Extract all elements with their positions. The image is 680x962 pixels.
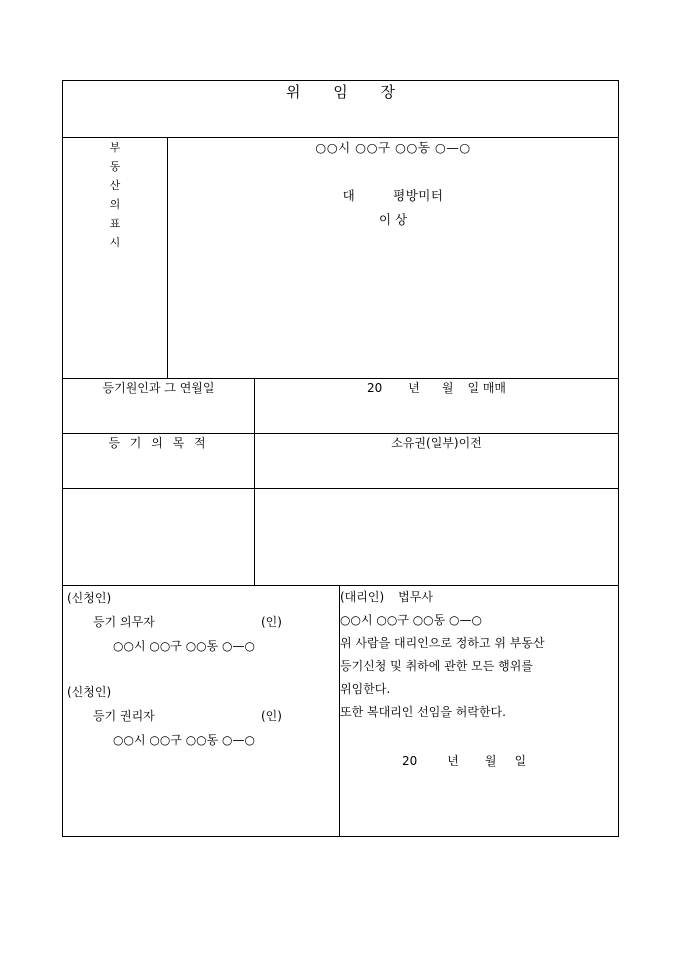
purpose-label (63, 434, 255, 489)
agent-address: ○○시 ○○구 ○○동 ○—○ (340, 613, 482, 627)
title-row (63, 81, 619, 138)
agent-date-day: 일 (514, 754, 527, 768)
purpose-row (63, 434, 619, 489)
applicant-holder-head: (신청인) (67, 685, 112, 699)
applicant-obligor-head: (신청인) (67, 591, 112, 605)
applicant-obligor-role: 등기 의무자 (93, 615, 155, 629)
applicant-obligor-address: ○○시 ○○구 ○○동 ○—○ (113, 639, 255, 653)
agent-label: (대리인) (340, 590, 385, 604)
agent-cell (340, 586, 619, 837)
applicant-holder-seal: (인) (261, 709, 282, 723)
agent-body-line-3: 위임한다. (340, 682, 391, 696)
label-char-1: 부 (109, 141, 121, 154)
applicant-holder-role: 등기 권리자 (93, 709, 155, 723)
agent-body-line-2: 등기신청 및 취하에 관한 모든 행위를 (340, 659, 533, 673)
blank-label (63, 489, 255, 586)
cause-date-month: 월 (441, 381, 454, 395)
agent-date-line (340, 750, 618, 773)
agent-body-line-1: 위 사람을 대리인으로 정하고 위 부동산 (340, 636, 545, 650)
land-type: 대 (342, 188, 356, 203)
applicant-holder (63, 680, 339, 752)
label-char-3: 산 (109, 179, 121, 192)
purpose-label-text: 등 기 의 목 적 (108, 436, 209, 450)
agent-date-prefix: 20 (402, 754, 418, 768)
agent-date-month: 월 (484, 754, 497, 768)
property-label-cell (63, 138, 168, 379)
cause-date-day: 일 매매 (467, 381, 507, 395)
blank-value (255, 489, 619, 586)
agent-body-line-4: 또한 복대리인 선임을 허락한다. (340, 705, 506, 719)
applicants-cell (63, 586, 340, 837)
label-char-2: 동 (109, 160, 121, 173)
property-area-line (168, 186, 618, 204)
cause-row (63, 379, 619, 434)
page-title: 위 임 장 (286, 83, 410, 101)
cause-date-prefix: 20 (366, 381, 383, 395)
signature-row (63, 586, 619, 837)
property-value-cell (168, 138, 619, 379)
property-row (63, 138, 619, 379)
applicant-obligor-role-line (93, 610, 339, 634)
label-char-4: 의 (109, 198, 121, 211)
purpose-value: 소유권(일부)이전 (255, 434, 619, 489)
property-end-line: 이 상 (378, 212, 408, 227)
agent-title-line (340, 586, 618, 609)
applicant-obligor (63, 586, 339, 658)
cause-value (255, 379, 619, 434)
label-char-6: 시 (109, 236, 121, 249)
property-address: ○○시 ○○구 ○○동 ○—○ (315, 140, 471, 155)
applicant-holder-role-line (93, 704, 339, 728)
cause-label: 등기원인과 그 연월일 (63, 379, 255, 434)
label-char-5: 표 (109, 217, 121, 230)
area-unit: 평방미터 (393, 188, 444, 203)
applicant-holder-address: ○○시 ○○구 ○○동 ○—○ (113, 733, 255, 747)
blank-row (63, 489, 619, 586)
agent-type: 법무사 (398, 590, 433, 604)
agent-date-year: 년 (447, 754, 459, 768)
property-label-vertical (110, 138, 121, 252)
delegation-form-table (62, 80, 619, 837)
cause-date-year: 년 (408, 381, 420, 395)
title-cell (63, 81, 619, 138)
applicant-obligor-seal: (인) (261, 615, 282, 629)
